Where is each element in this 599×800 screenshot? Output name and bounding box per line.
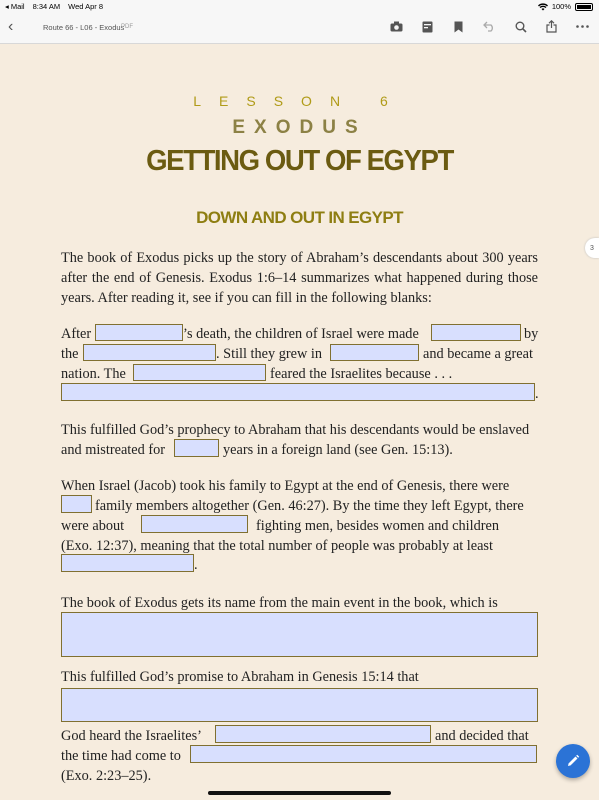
p1-text-feared: feared the Israelites because . . .	[270, 366, 453, 382]
blank-total-people[interactable]	[61, 554, 194, 572]
p3-text-period: .	[194, 557, 198, 573]
p6-text-time: the time had come to	[61, 748, 181, 764]
p1-text-grew: . Still they grew in	[216, 346, 323, 362]
p3-text-israel: When Israel (Jacob) took his family to Egypt at the end of Genesis, there were	[61, 478, 510, 494]
p2-text-mistreated: and mistreated for	[61, 442, 166, 458]
status-time: 8:34 AM	[32, 2, 61, 11]
p1-text-by: by	[524, 326, 539, 342]
home-indicator[interactable]	[208, 791, 391, 795]
p1-text-great: and became a great	[423, 346, 533, 362]
status-bar	[0, 0, 599, 13]
back-chevron-icon[interactable]: ‹	[8, 18, 14, 35]
blank-by-whom[interactable]	[83, 344, 216, 361]
p4-text-name: The book of Exodus gets its name from the main event in the book, which is	[61, 595, 498, 611]
bookmark-icon[interactable]	[452, 20, 465, 33]
sign-icon[interactable]	[421, 20, 434, 33]
blank-grew-in[interactable]	[330, 344, 419, 361]
p5-text-promise: This fulfilled God’s promise to Abraham in Genesis 15:14 that	[61, 669, 419, 685]
p3-text-about: were about	[61, 518, 125, 534]
p1-text-nation: nation. The	[61, 366, 126, 382]
search-icon[interactable]	[514, 20, 527, 33]
battery-percent: 100%	[551, 2, 571, 11]
p2-text-foreign: years in a foreign land (see Gen. 15:13).	[223, 442, 453, 458]
wifi-icon	[538, 3, 548, 11]
p3-text-family: family members altogether (Gen. 46:27). By the time they left Egypt, there	[95, 498, 524, 514]
p1-text-the: the	[61, 346, 79, 362]
blank-made-what[interactable]	[431, 324, 521, 341]
blank-feared-because[interactable]	[61, 383, 535, 401]
document-title: Route 66 - L06 - Exodus	[43, 23, 125, 32]
blank-years[interactable]	[174, 439, 219, 457]
back-to-app-label[interactable]: ◂ Mail	[5, 2, 25, 11]
document-type-badge: PDF	[121, 24, 133, 30]
p3-text-exodus: (Exo. 12:37), meaning that the total number of people was probably at least	[61, 538, 493, 554]
intro-paragraph: The book of Exodus picks up the story of Abraham’s descendants about 300 years after the end of Genesis. Exodus 1:6–14 summarizes what happened during those years. After reading it, see if you can fill in the following blanks:	[61, 250, 538, 306]
edit-button[interactable]	[556, 744, 590, 778]
p6-text-reference: (Exo. 2:23–25).	[61, 768, 152, 784]
p6-text-decided: and decided that	[435, 728, 529, 744]
blank-promise[interactable]	[61, 688, 538, 722]
p1-text-after: After	[61, 326, 92, 342]
camera-icon[interactable]	[390, 20, 403, 33]
lesson-number: LESSON 6	[193, 93, 406, 109]
status-date: Wed Apr 8	[68, 2, 104, 11]
top-toolbar	[0, 13, 599, 44]
p2-text-prophecy: This fulfilled God’s prophecy to Abraham that his descendants would be enslaved	[61, 422, 530, 438]
section-heading: DOWN AND OUT IN EGYPT	[196, 208, 403, 227]
p1-text-period: .	[535, 386, 539, 402]
page-indicator[interactable]: 3	[585, 238, 599, 258]
lesson-title: GETTING OUT OF EGYPT	[146, 145, 453, 177]
undo-icon[interactable]	[483, 20, 496, 33]
blank-time-to[interactable]	[190, 745, 537, 763]
p3-text-fighting: fighting men, besides women and children	[256, 518, 499, 534]
blank-heard-what[interactable]	[215, 725, 431, 743]
blank-patriarch-name[interactable]	[95, 324, 183, 341]
more-icon[interactable]	[576, 20, 589, 33]
blank-family-count[interactable]	[61, 495, 92, 513]
blank-main-event[interactable]	[61, 612, 538, 657]
p1-text-death: ’s death, the children of Israel were made	[183, 326, 419, 342]
battery-icon	[575, 3, 593, 11]
book-name: EXODUS	[232, 117, 367, 138]
blank-who-feared[interactable]	[133, 364, 266, 381]
p6-text-heard: God heard the Israelites’	[61, 728, 202, 744]
blank-fighting-men[interactable]	[141, 515, 248, 533]
share-icon[interactable]	[545, 20, 558, 33]
pdf-page[interactable]	[0, 45, 599, 800]
pencil-icon	[566, 754, 580, 768]
